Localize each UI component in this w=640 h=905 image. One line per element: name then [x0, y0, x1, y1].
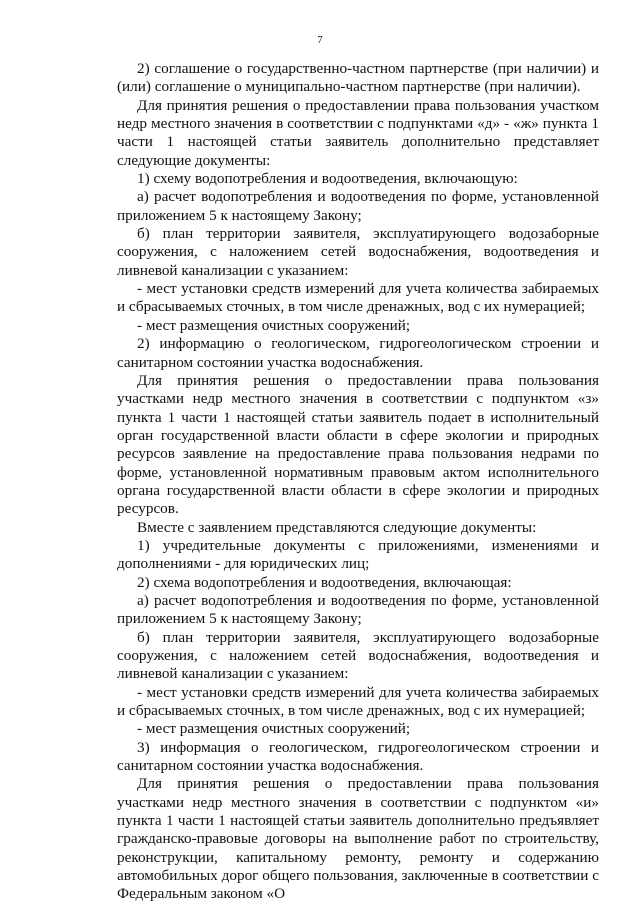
paragraph: Для принятия решения о предоставлении права пользования участками недр местного значения в соответствии с подпунктом «з» пункта 1 части 1 настоящей статьи заявитель подает в исполнительный орган государственной власти области в сфере экологии и природных ресурсов заявление на предоставление права пользования недрами по форме, установленной нормативным правовым актом исполнительного органа государственной власти области в сфере экологии и природных ресурсов.: [117, 371, 599, 518]
paragraph: а) расчет водопотребления и водоотведения по форме, установленной приложением 5 к настоящему Закону;: [117, 591, 599, 628]
paragraph: - мест установки средств измерений для учета количества забираемых и сбрасываемых сточных, в том числе дренажных, вод с их нумерацией;: [117, 280, 599, 316]
paragraph: - мест размещения очистных сооружений;: [137, 720, 411, 738]
paragraph: б) план территории заявителя, эксплуатирующего водозаборные сооружения, с наложением сетей водоснабжения, водоотведения и ливневой канализации с указанием:: [117, 225, 599, 279]
paragraph: Вместе с заявлением представляются следующие документы:: [137, 518, 537, 536]
page-number: 7: [317, 34, 323, 46]
paragraph: 2) соглашение о государственно-частном партнерстве (при наличии) и (или) соглашение о муниципально-частном партнерстве (при наличии).: [117, 60, 599, 96]
paragraph: 1) учредительные документы с приложениями, изменениями и дополнениями - для юридических лиц;: [117, 536, 599, 573]
paragraph: 2) информацию о геологическом, гидрогеологическом строении и санитарном состоянии участка водоснабжения.: [117, 335, 599, 371]
paragraph: - мест размещения очистных сооружений;: [137, 316, 411, 334]
paragraph: Для принятия решения о предоставлении права пользования участками недр местного значения в соответствии с подпунктом «и» пункта 1 части 1 настоящей статьи заявитель дополнительно предъявляет гражданско-правовые договоры на выполнение работ по строительству, реконструкции, капитальному ремонту, ремонту и содержанию автомобильных дорог общего пользования, заключенные в соответствии с Федеральным законом «О: [117, 775, 599, 903]
paragraph: б) план территории заявителя, эксплуатирующего водозаборные сооружения, с наложением сетей водоснабжения, водоотведения и ливневой канализации с указанием:: [117, 628, 599, 683]
paragraph: а) расчет водопотребления и водоотведения по форме, установленной приложением 5 к настоящему Закону;: [117, 188, 599, 224]
paragraph: 3) информация о геологическом, гидрогеологическом строении и санитарном состоянии участка водоснабжения.: [117, 738, 599, 775]
paragraph: - мест установки средств измерений для учета количества забираемых и сбрасываемых сточных, в том числе дренажных, вод с их нумерацией;: [117, 683, 599, 720]
document-body: [117, 60, 599, 904]
paragraph: 2) схема водопотребления и водоотведения, включающая:: [137, 573, 512, 591]
paragraph: 1) схему водопотребления и водоотведения, включающую:: [137, 170, 518, 188]
paragraph: Для принятия решения о предоставлении права пользования участком недр местного значения в соответствии с подпунктами «д» - «ж» пункта 1 части 1 настоящей статьи заявитель дополнительно представляет следующие документы:: [117, 96, 599, 169]
